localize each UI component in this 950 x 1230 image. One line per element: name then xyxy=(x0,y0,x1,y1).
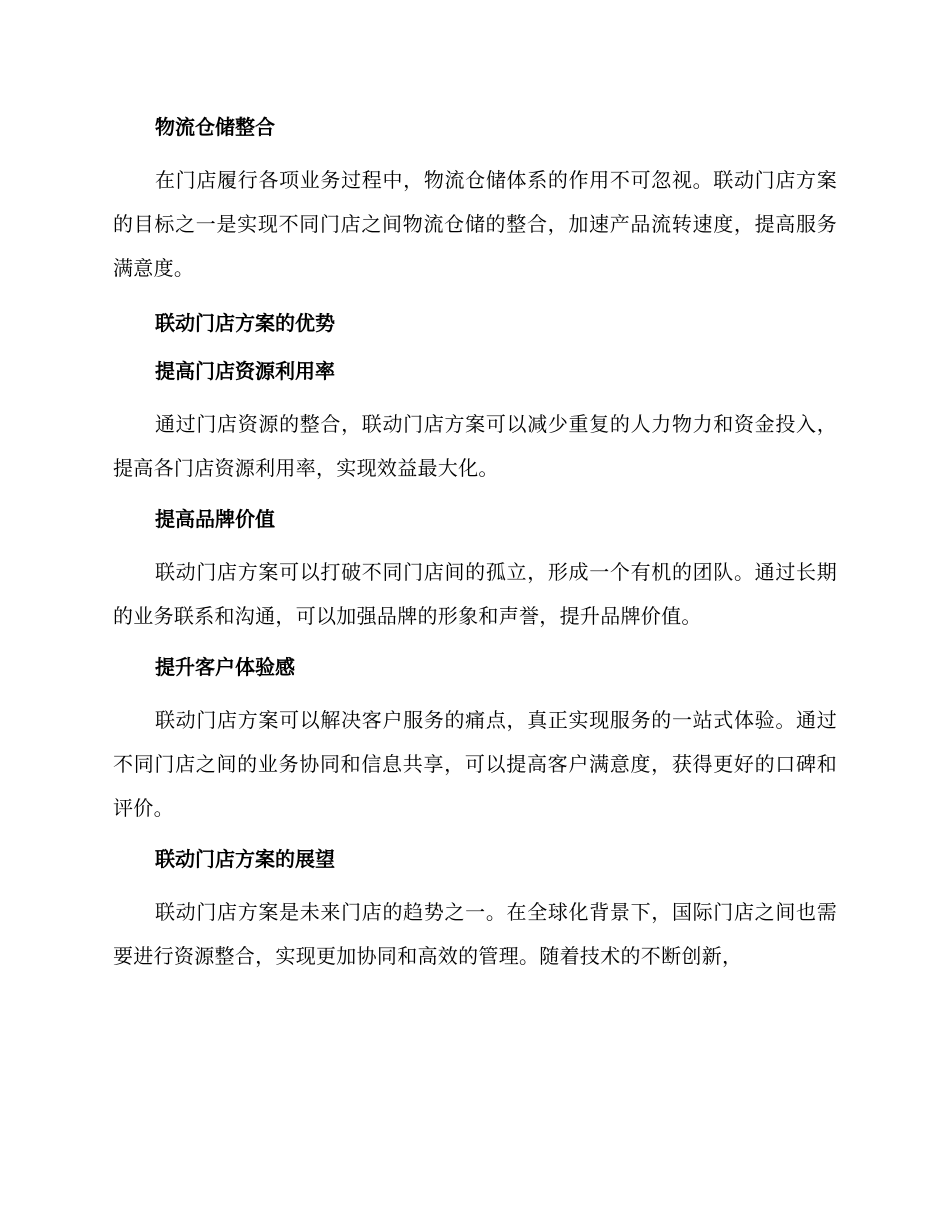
paragraph-resource-utilization: 通过门店资源的整合，联动门店方案可以减少重复的人力物力和资金投入，提高各门店资源利用率，实现效益最大化。 xyxy=(113,412,837,480)
section-heading-outlook: 联动门店方案的展望 xyxy=(155,847,335,871)
document-body xyxy=(113,110,837,978)
section-paragraph-logistics: 在门店履行各项业务过程中，物流仓储体系的作用不可忽视。联动门店方案的目标之一是实现不同门店之间物流仓储的整合，加速产品流转速度，提高服务满意度。 xyxy=(113,168,837,280)
section-heading-logistics: 物流仓储整合 xyxy=(155,115,275,139)
subheading-brand-value: 提高品牌价值 xyxy=(155,507,275,531)
subheading-resource-utilization: 提高门店资源利用率 xyxy=(155,359,335,383)
section-heading-advantages: 联动门店方案的优势 xyxy=(155,311,335,335)
paragraph-brand-value: 联动门店方案可以打破不同门店间的孤立，形成一个有机的团队。通过长期的业务联系和沟通，可以加强品牌的形象和声誉，提升品牌价值。 xyxy=(113,560,837,628)
section-paragraph-outlook: 联动门店方案是未来门店的趋势之一。在全球化背景下，国际门店之间也需要进行资源整合，实现更加协同和高效的管理。随着技术的不断创新， xyxy=(113,900,837,968)
subheading-customer-experience: 提升客户体验感 xyxy=(155,655,295,679)
paragraph-customer-experience: 联动门店方案可以解决客户服务的痛点，真正实现服务的一站式体验。通过不同门店之间的业务协同和信息共享，可以提高客户满意度，获得更好的口碑和评价。 xyxy=(113,708,837,820)
